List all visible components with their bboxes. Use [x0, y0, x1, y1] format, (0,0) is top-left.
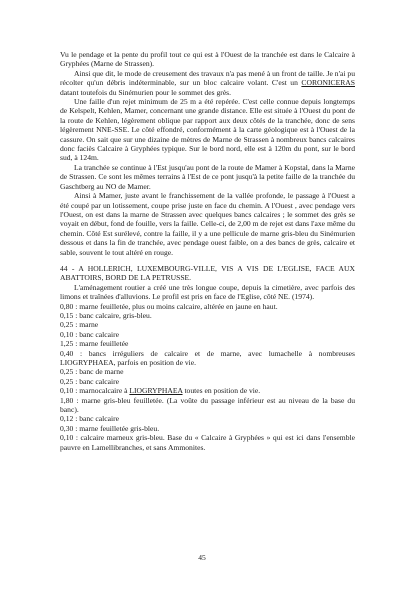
list-item-text: toutes en position de vie. — [182, 386, 261, 396]
text-column — [60, 50, 355, 452]
list-item: 0,12 : banc calcaire — [60, 414, 120, 424]
list-item: 0,15 : banc calcaire, gris-bleu. — [60, 310, 152, 320]
paragraph: Une faille d'un rejet minimum de 25 m a été repérée. C'est celle connue depuis longtemps de Kelspelt, Kehlen, Mamer, concernant une grande distance. Elle est située à l'Ouest du pont de la route de Kehlen, légèrement oblique par rapport aux deux côtés de la tranchée, donc de sens légèrement NNE-SSE. Le côté effondré, conformément à la carte géologique est à l'Ouest de la cassure. On sait que sur une dizaine de mètres de Marne de Strassen à nombreux bancs calcaires donc faciès Calcaire à Gryphées typique. Sur le bord nord, elle est à 120m du pont, sur le bord sud, à 124m. — [60, 97, 355, 163]
list-item: 0,80 : marne feuilletée, plus ou moins calcaire, altérée en jaune en haut. — [60, 301, 278, 311]
paragraph: La tranchée se continue à l'Est jusqu'au pont de la route de Mamer à Kopstal, dans la Marne de Strassen. Ce sont les mêmes terrains à l'Est de ce pont jusqu'à la petite faille de la tranchée du Gaschtberg au NO de Mamer. — [60, 162, 355, 191]
list-item: 0,25 : banc calcaire — [60, 376, 120, 386]
paragraph: Vu le pendage et la pente du profil tout ce qui est à l'Ouest de la tranchée est dans le Calcaire à Gryphées (Marne de Strassen). — [60, 50, 355, 69]
section-heading: 44 - A HOLLERICH, LUXEMBOURG-VILLE, VIS A VIS DE L'EGLISE, FACE AUX ABATTOIRS, BORD DE LA PETRUSSE. — [60, 263, 355, 283]
paragraph-text: datant toutefois du Sinémurien pour le sommet des grès. — [60, 87, 232, 97]
list-item: 0,10 : calcaire marneux gris-bleu. Base du « Calcaire à Gryphées » qui est ici dans l'ensemble pauvre en Lamellibranches, et sans Ammonites. — [60, 433, 355, 452]
fossil-name: CORONICERAS — [301, 78, 355, 88]
page-number: 45 — [198, 553, 206, 562]
list-item: 0,25 : banc de marne — [60, 367, 124, 377]
list-item: 1,80 : marne gris-bleu feuilletée. (La voûte du passage inférieur est au niveau de la base du banc). — [60, 395, 355, 415]
list-item: 0,10 : banc calcaire — [60, 329, 120, 339]
fossil-name: LIOGRYPHAEA — [129, 386, 183, 396]
paragraph-text: Ainsi que dit, le mode de creusement des travaux n'a pas mené à un front de taille. Je n'ai pu récolter qu'un débris indéterminable, sur un bloc calcaire volant. C'est un — [60, 68, 355, 88]
list-item — [60, 386, 355, 395]
list-item: 0,25 : marne — [60, 320, 99, 330]
list-item: 0,40 : bancs irréguliers de calcaire et de marne, avec lumachelle à nombreuses LIOGRYPHAEA, parfois en position de vie. — [60, 348, 355, 367]
section-intro: L'aménagement routier a créé une très longue coupe, depuis la cimetière, avec parfois des limons et traînées d'alluvions. Le profil est pris en face de l'Eglise, côté NE. (1974). — [60, 282, 355, 302]
paragraph — [60, 69, 355, 97]
list-item: 1,25 : marne feuilletée — [60, 339, 129, 349]
list-item-text: 0,10 : marnocalcaire à — [60, 386, 130, 396]
paragraph: Ainsi à Mamer, juste avant le franchissement de la vallée profonde, le passage à l'Ouest a été coupé par un lotissement, coupe prise juste en face du chemin. A l'Ouest , avec pendage vers l'Ouest, on est dans la marne de Strassen avec quelques bancs calcaires ; le sommet des grès se voyait en début, fond de fouille, vers la faille. Celle-ci, de 2,00 m de rejet est dans l'axe même du chemin. Côté Est surélevé, contre la faille, il y a une pellicule de marne gris-bleu du Sinémurien dessous et dans la fin de tranchée, avec pendage ouest faible, on a des bancs de grès, calcaire et sable, souvent le tout altéré en rouge. — [60, 191, 355, 257]
list-item: 0,30 : marne feuilletée gris-bleu. — [60, 423, 160, 433]
spacer — [60, 257, 355, 264]
